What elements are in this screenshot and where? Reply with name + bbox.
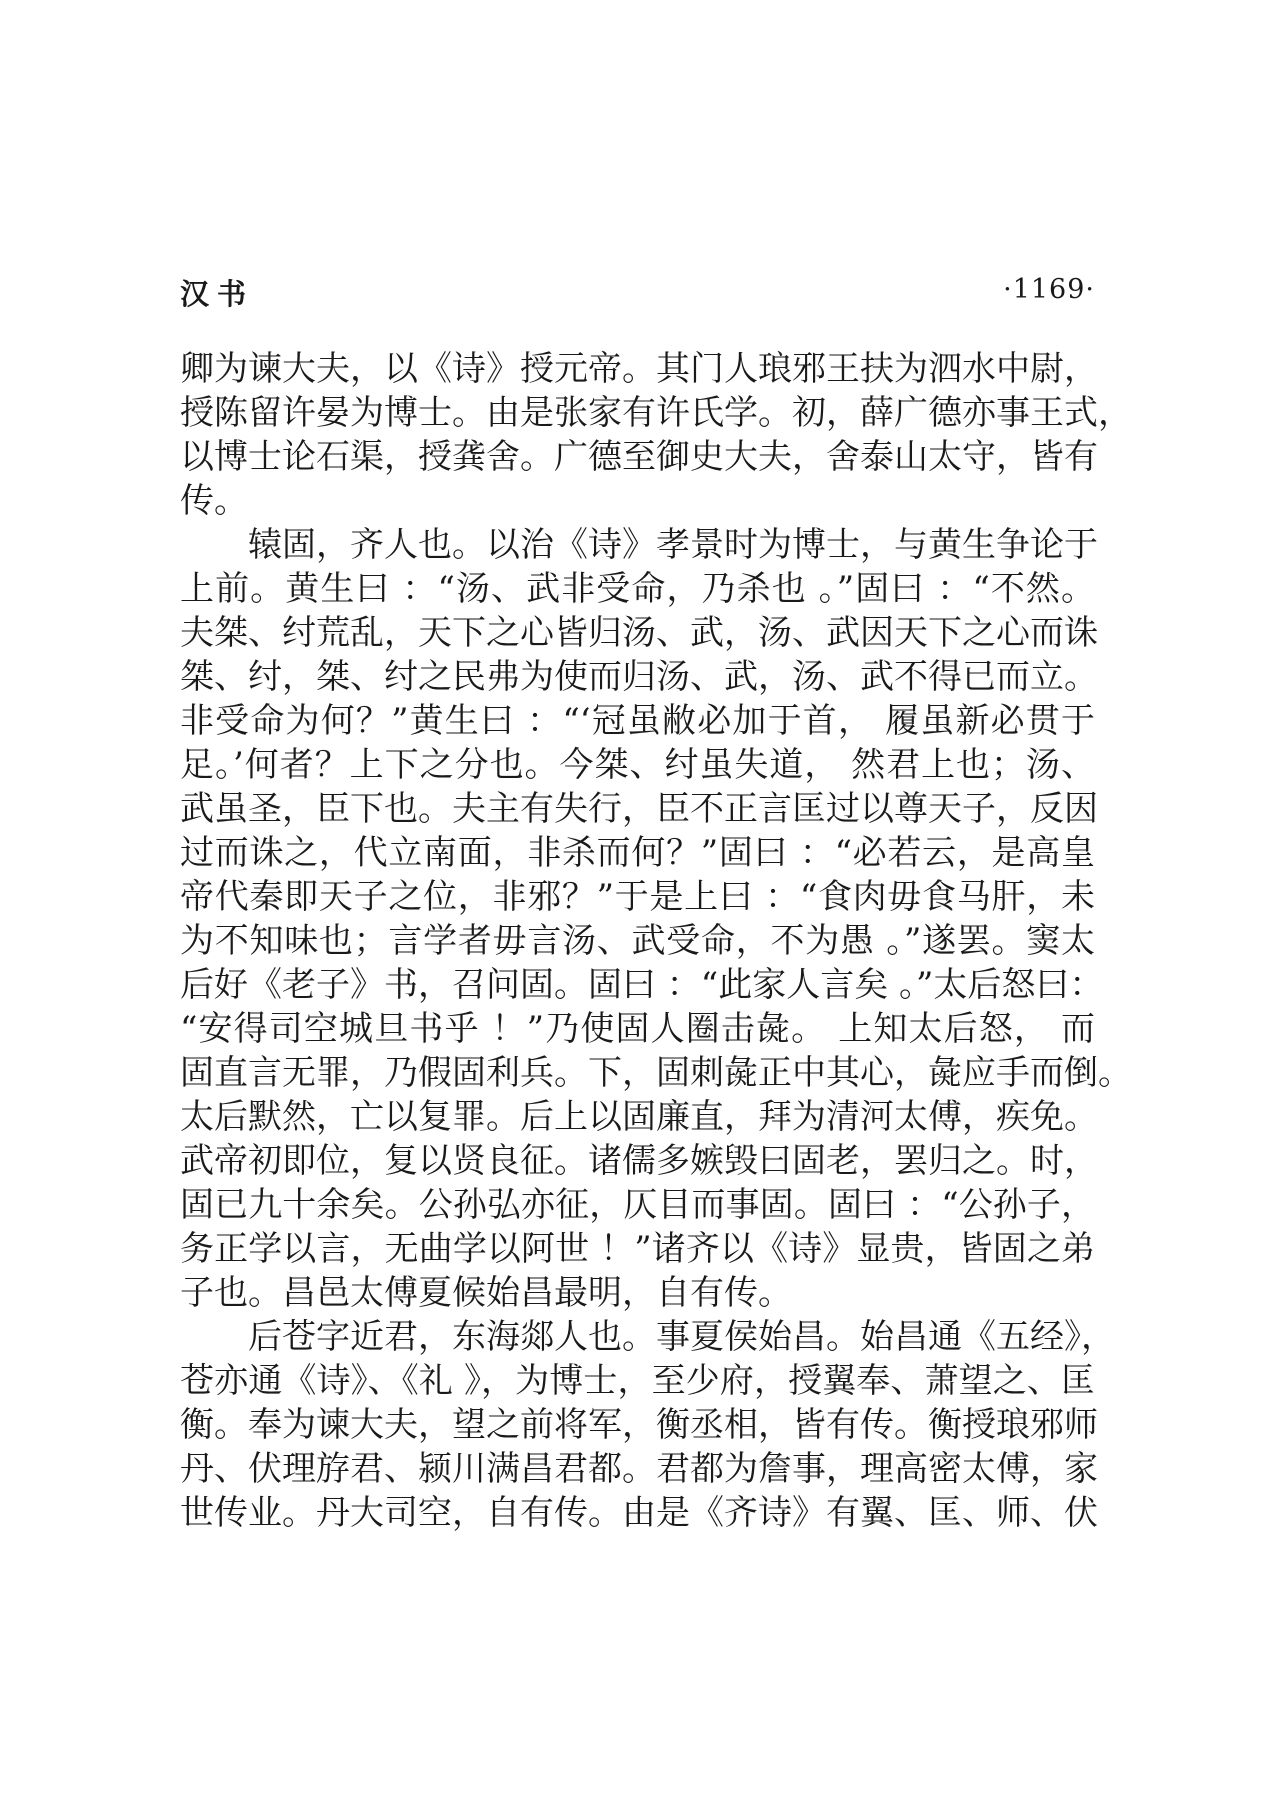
text-line: 足。’何者？上下之分也。今桀、纣虽失道， 然君上也；汤、	[180, 745, 1095, 785]
text-line: 世传业。丹大司空，自有传。由是《齐诗》有翼、匡、师、伏	[180, 1493, 1098, 1533]
text-line: 非受命为何？”黄生曰 ：“‘冠虽敝必加于首， 履虽新必贯于	[180, 701, 1095, 741]
text-line: 桀、纣，桀、纣之民弗为使而归汤、武，汤、武不得已而立。	[180, 657, 1098, 697]
text-line: 后好《老子》书，召问固。固曰 ：“此家人言矣 。”太后怒曰：	[180, 965, 1104, 1005]
page-number: ·1169·	[1003, 274, 1095, 305]
running-header	[180, 272, 1095, 312]
text-line: 传。	[180, 481, 248, 521]
text-line: 过而诛之，代立南面，非杀而何？”固曰 ：“必若云，是高皇	[180, 833, 1095, 873]
text-line: 丹、伏理斿君、颍川满昌君都。君都为詹事，理高密太傅，家	[180, 1449, 1098, 1489]
text-line: 卿为谏大夫，以《诗》授元帝。其门人琅邪王扶为泗水中尉，	[180, 349, 1098, 389]
text-line: 衡。奉为谏大夫，望之前将军，衡丞相，皆有传。衡授琅邪师	[180, 1405, 1098, 1445]
text-line: 务正学以言，无曲学以阿世 ！”诸齐以《诗》显贵，皆固之弟	[180, 1229, 1095, 1269]
book-title: 汉书	[180, 277, 255, 311]
text-line: 武帝初即位，复以贤良征。诸儒多嫉毁曰固老，罢归之。时，	[180, 1141, 1098, 1181]
text-line: 苍亦通《诗》、《礼 》，为博士，至少府，授翼奉、萧望之、匡	[180, 1361, 1095, 1401]
text-line: 太后默然，亡以复罪。后上以固廉直，拜为清河太傅，疾免。	[180, 1097, 1098, 1137]
text-line: 武虽圣，臣下也。夫主有失行，臣不正言匡过以尊天子，反因	[180, 789, 1098, 829]
text-line: 子也。昌邑太傅夏候始昌最明，自有传。	[180, 1273, 792, 1313]
text-line: 以博士论石渠，授龚舍。广德至御史大夫，舍泰山太守，皆有	[180, 437, 1098, 477]
text-line: 固已九十余矣。公孙弘亦征，仄目而事固。固曰 ：“公孙子，	[180, 1185, 1095, 1225]
text-line: 固直言无罪，乃假固利兵。下，固刺彘正中其心，彘应手而倒。	[180, 1053, 1132, 1093]
text-line: 授陈留许晏为博士。由是张家有许氏学。初，薛广德亦事王式，	[180, 393, 1132, 433]
text-line: 为不知味也；言学者毋言汤、武受命，不为愚 。”遂罢。窦太	[180, 921, 1095, 961]
text-line: 夫桀、纣荒乱，天下之心皆归汤、武，汤、武因天下之心而诛	[180, 613, 1098, 653]
text-line: 帝代秦即天子之位，非邪？”于是上曰 ：“食肉毋食马肝，未	[180, 877, 1095, 917]
body-text	[180, 347, 1132, 1535]
text-line: “安得司空城旦书乎 ！”乃使固人圈击彘。 上知太后怒， 而	[180, 1009, 1095, 1049]
text-line: 后苍字近君，东海郯人也。事夏侯始昌。始昌通《五经》，	[248, 1317, 1115, 1357]
text-line: 辕固，齐人也。以治《诗》孝景时为博士，与黄生争论于	[248, 525, 1098, 565]
text-line: 上前。黄生曰 ：“汤、武非受命，乃杀也 。”固曰 ：“不然。	[180, 569, 1095, 609]
